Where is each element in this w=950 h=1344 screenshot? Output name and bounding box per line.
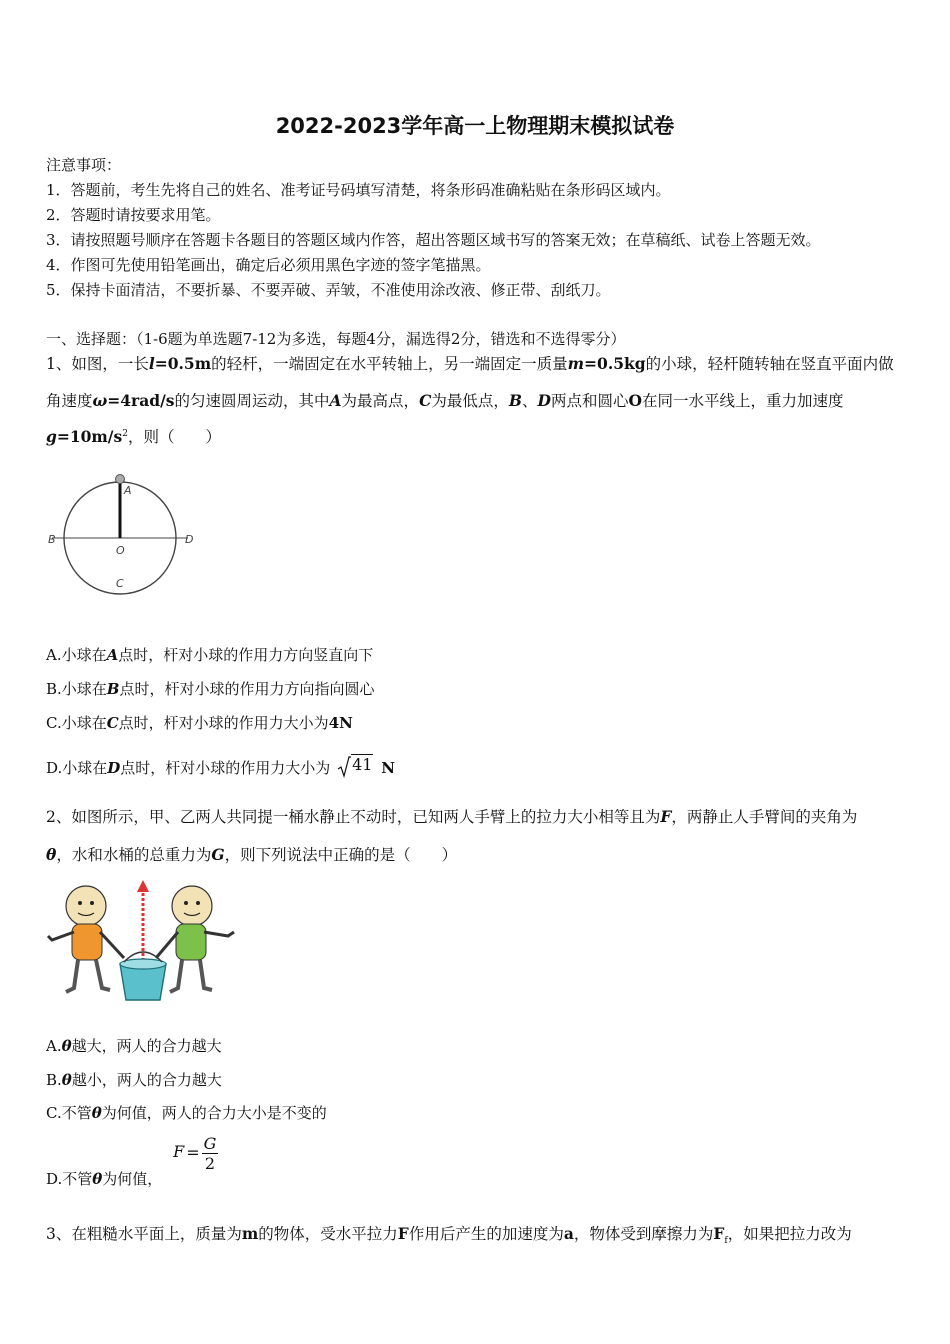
q1-text-line2: 角速度ω=4rad/s的匀速圆周运动，其中A为最高点，C为最低点，B、D两点和圆心O在同一水平线上，重力加速度 — [46, 391, 844, 410]
q2-text-line1: 2、如图所示，甲、乙两人共同提一桶水静止不动时，已知两人手臂上的拉力大小相等且为F，两静止人手臂间的夹角为 — [46, 807, 858, 826]
q2-option-a: A.θ越大，两人的合力越大 — [46, 1037, 222, 1055]
section-heading: 一、选择题：（1-6题为单选题7-12为多选，每题4分，漏选得2分，错选和不选得零分） — [46, 330, 626, 348]
q1-option-c: C.小球在C点时，杆对小球的作用力大小为4N — [46, 714, 353, 732]
q2-option-c: C.不管θ为何值，两人的合力大小是不变的 — [46, 1104, 327, 1122]
q1-option-b: B.小球在B点时，杆对小球的作用力方向指向圆心 — [46, 680, 375, 698]
q2-option-d: D.不管θ为何值， F = $\frac{G}{2}$ — [46, 1134, 217, 1188]
right-kid-arm — [204, 932, 234, 936]
sqrt-expression: 41 — [337, 751, 373, 777]
label-c: C — [116, 577, 124, 590]
left-kid-leg — [96, 960, 110, 990]
notice-item: 4．作图可先使用铅笔画出，确定后必须用黑色字迹的签字笔描黑。 — [46, 256, 491, 274]
page-title: 2022-2023学年高一上物理期末模拟试卷 — [275, 114, 675, 138]
label-a: A — [124, 484, 132, 497]
right-kid-head — [172, 886, 212, 926]
circular-motion-diagram — [42, 468, 202, 598]
left-kid-body — [72, 924, 102, 960]
notice-item: 3．请按照题号顺序在答题卡各题目的答题区域内作答，超出答题区域书写的答案无效；在草稿纸、试卷上答题无效。 — [46, 231, 821, 249]
left-kid-eye — [90, 901, 94, 905]
bucket-carry-illustration — [44, 876, 244, 1008]
q2-text-line2: θ，水和水桶的总重力为G，则下列说法中正确的是（ ） — [46, 845, 458, 864]
left-kid-leg — [66, 960, 78, 992]
notice-item: 1．答题前，考生先将自己的姓名、准考证号码填写清楚，将条形码准确粘贴在条形码区域内。 — [46, 181, 671, 199]
q1-option-d: D.小球在D点时，杆对小球的作用力大小为 41 N — [46, 751, 395, 778]
left-kid-eye — [78, 901, 82, 905]
right-kid-leg — [200, 960, 212, 990]
ball — [116, 475, 125, 484]
q2-option-b: B.θ越小，两人的合力越大 — [46, 1071, 222, 1089]
label-b: B — [48, 533, 56, 546]
notice-heading: 注意事项： — [46, 156, 122, 174]
left-kid-arm — [100, 932, 124, 958]
left-kid-arm — [48, 932, 74, 940]
label-d: D — [185, 533, 194, 546]
label-o: O — [116, 544, 125, 557]
sqrt-sign — [337, 756, 351, 778]
right-kid-body — [176, 924, 206, 960]
formula-f-equals-g-over-2: F = $\frac{G}{2}$ — [173, 1134, 217, 1173]
notice-item: 5．保持卡面清洁，不要折暴、不要弄破、弄皱，不准使用涂改液、修正带、刮纸刀。 — [46, 281, 611, 299]
right-kid-leg — [170, 960, 182, 992]
bucket-rim — [120, 959, 166, 969]
right-kid-arm — [156, 932, 178, 958]
right-kid-eye — [184, 901, 188, 905]
q1-text-line3: $g=10m/s^2$，则（ ） — [46, 427, 221, 446]
arrow-head — [137, 880, 149, 892]
q1-text-line1: 1、如图，一长l=0.5m的轻杆，一端固定在水平转轴上，另一端固定一质量m=0.5kg的小球，轻杆随转轴在竖直平面内做 — [46, 354, 894, 373]
notice-item: 2．答题时请按要求用笔。 — [46, 206, 221, 224]
q3-text-line1: 3、在粗糙水平面上，质量为m的物体，受水平拉力F作用后产生的加速度为a，物体受到摩擦力为$F_f$，如果把拉力改为 — [46, 1224, 852, 1247]
q1-option-a: A.小球在A点时，杆对小球的作用力方向竖直向下 — [46, 646, 374, 664]
right-kid-eye — [196, 901, 200, 905]
left-kid-head — [66, 886, 106, 926]
